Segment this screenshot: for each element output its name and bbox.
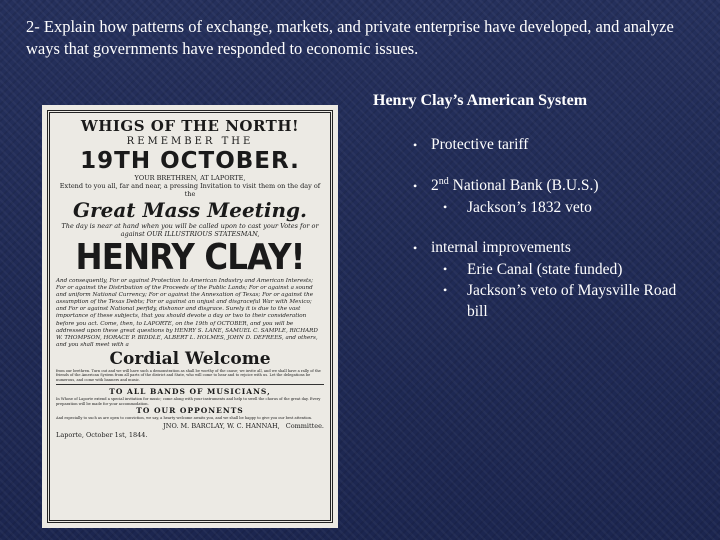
poster-day-text: The day is near at hand when you will be called upon to cast your Votes for or against OUR ILLUSTRIOUS STATESMAN, <box>61 222 319 238</box>
bullet-bank: 2nd National Bank (B.U.S.) <box>431 175 599 194</box>
poster-dateline: Laporte, October 1st, 1844. <box>56 431 148 440</box>
poster-invite: Extend to you all, far and near, a pressing Invitation to visit them on the day of the <box>59 182 321 198</box>
poster-mass-meeting: Great Mass Meeting. <box>73 198 307 222</box>
poster-opponents: TO OUR OPPONENTS <box>136 405 244 415</box>
poster-body-text: And consequently, For or against Protection to American Industry and American Interests; For or against the Distribution of the Proceeds of the Public Lands; For or against a sound and uniform National Currency; For or against the Annexation of Texas; For or against the assumption of the Texas Debts; For or against an unjust and disgraceful War with Mexico; and For or against National perfidy, dishonor and disgrace. Surely it is due to the vast importance of these subjects, that you should devote a day or two to their consideration before you act. Come, then, to LAPORTE, on the 19th of OCTOBER, and you will be addressed upon these great questions by HENRY S. LANE, SAMUEL C. SAMPLE, RICHARD W. THOMPSON, HORACE P. BIDDLE, ALBERT L. HOLMES, JOHN D. DEFREES, and others, and you shall meet with a <box>56 278 318 348</box>
poster-fine-print-3: And especially to such as are open to conviction, we say, a hearty welcome awaits you, and we shall be happy to give you our best attention. <box>56 415 313 420</box>
poster-brethren: YOUR BRETHREN, AT LAPORTE, <box>134 174 246 182</box>
poster-candidate-name: HENRY CLAY! <box>75 237 305 278</box>
bullet-list <box>413 134 703 322</box>
bullet-erie-canal: Erie Canal (state funded) <box>467 261 623 278</box>
section-title: Henry Clay’s American System <box>373 92 588 109</box>
slide-header: 2- Explain how patterns of exchange, markets, and private enterprise have developed, and analyze ways that governments have responded to economic issues. <box>26 17 674 58</box>
sub-bullet-item <box>413 197 703 218</box>
bullet-tariff: Protective tariff <box>431 136 529 153</box>
henry-clay-poster-image <box>42 105 338 528</box>
poster-remember: REMEMBER THE <box>126 136 254 147</box>
poster-musicians: TO ALL BANDS OF MUSICIANS, <box>109 387 271 397</box>
sub-bullet-item <box>413 280 703 322</box>
poster-title: WHIGS OF THE NORTH! <box>80 117 300 135</box>
poster-signers: JNO. M. BARCLAY, W. C. HANNAH, <box>163 422 280 431</box>
sub-bullet-item <box>413 259 703 280</box>
bullet-maysville: Jackson’s veto of Maysville Road bill <box>467 282 677 320</box>
bullet-improvements: internal improvements <box>431 239 571 256</box>
bullet-bank-veto: Jackson’s 1832 veto <box>467 199 592 216</box>
bullet-item <box>413 134 703 156</box>
bullet-icon: • <box>443 262 448 276</box>
poster-date: 19TH OCTOBER. <box>80 148 300 174</box>
poster-fine-print: from our brethren. Turn out and we will have such a demonstration as shall be worthy of the cause; we invite all, and we shall have a rally of the friends of the American System from all parts of the district and State, who will come to hear and to rejoice with us. Let the delegations be numerous, and come with banners and music. <box>56 368 321 382</box>
bullet-icon: • <box>413 179 418 193</box>
bullet-icon: • <box>443 283 448 297</box>
bullet-item <box>413 237 703 259</box>
poster-committee: Committee. <box>285 422 324 431</box>
poster-fine-print-2: In Whose of Laporte extend a special invitation for music; come along with your instruments and help to swell the chorus of the great day. Every preparation will be made for your accommodation. <box>56 397 321 406</box>
bullet-item <box>413 175 703 197</box>
poster-cordial-welcome: Cordial Welcome <box>109 348 271 369</box>
bullet-icon: • <box>413 138 418 152</box>
bullet-icon: • <box>443 200 448 214</box>
poster-divider <box>56 384 324 385</box>
bullet-icon: • <box>413 241 418 255</box>
